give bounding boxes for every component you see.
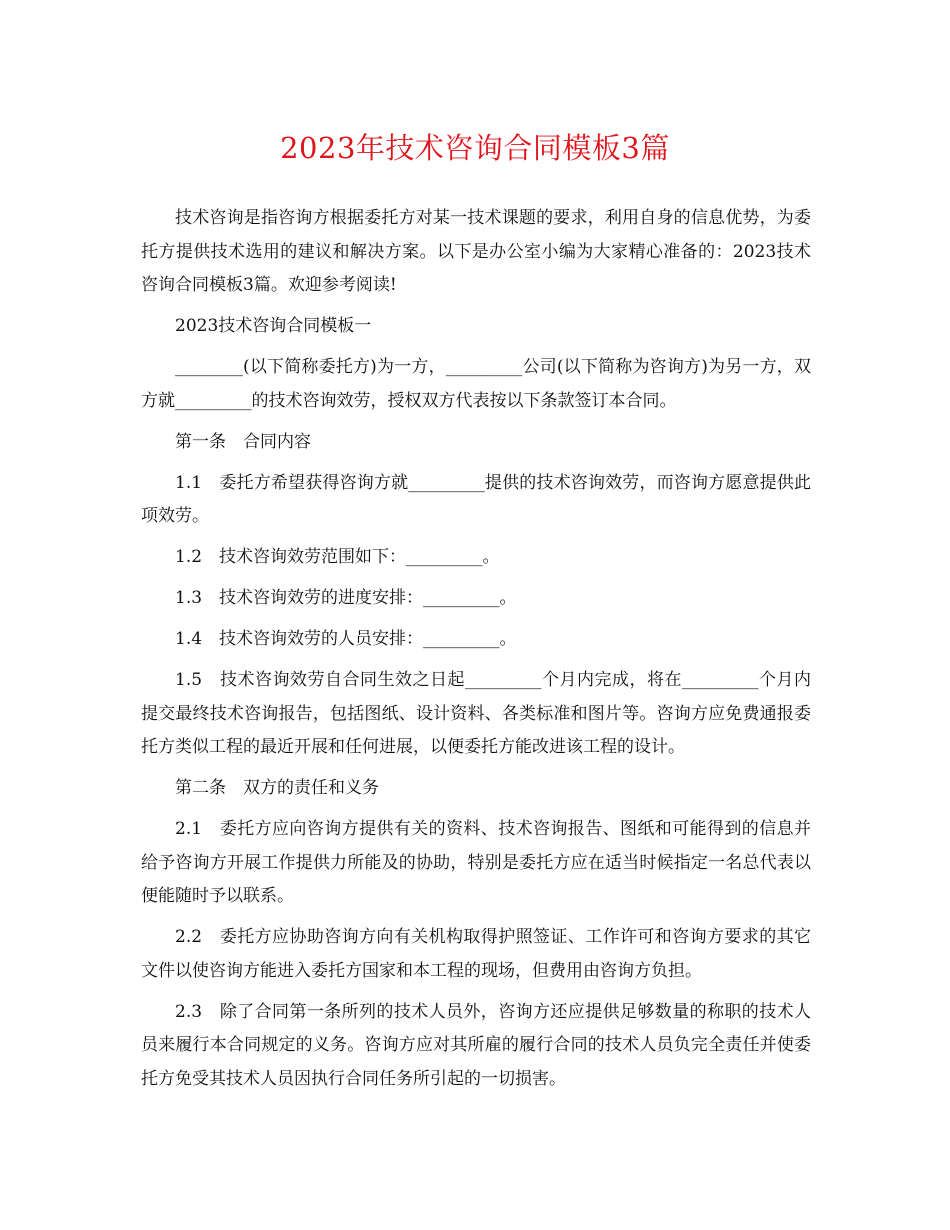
template-heading: 2023技术咨询合同模板一 [175, 316, 372, 336]
parties-paragraph: ________(以下简称委托方)为一方，_________公司(以下简称为咨询方)为另一方，双方就_________的技术咨询效劳，授权双方代表按以下条款签订本合同。 [141, 357, 811, 411]
document-title: 2023年技术咨询合同模板3篇 [280, 131, 670, 165]
document-body [141, 202, 811, 1104]
clause-2-2: 2.2 委托方应协助咨询方向有关机构取得护照签证、工作许可和咨询方要求的其它文件以使咨询方能进入委托方国家和本工程的现场，但费用由咨询方负担。 [141, 927, 811, 981]
article-2-heading: 第二条 双方的责任和义务 [175, 778, 379, 798]
intro-paragraph: 技术咨询是指咨询方根据委托方对某一技术课题的要求，利用自身的信息优势，为委托方提供技术选用的建议和解决方案。以下是办公室小编为大家精心准备的：2023技术咨询合同模板3篇。欢迎参考阅读! [141, 208, 811, 295]
clause-2-3: 2.3 除了合同第一条所列的技术人员外，咨询方还应提供足够数量的称职的技术人员来履行本合同规定的义务。咨询方应对其所雇的履行合同的技术人员负完全责任并使委托方免受其技术人员因执行合同任务所引起的一切损害。 [141, 1001, 811, 1089]
clause-1-4: 1.4 技术咨询效劳的人员安排：_________。 [175, 629, 517, 649]
clause-1-3: 1.3 技术咨询效劳的进度安排：_________。 [175, 588, 517, 608]
clause-1-2: 1.2 技术咨询效劳范围如下：_________。 [175, 547, 500, 567]
clause-2-1: 2.1 委托方应向咨询方提供有关的资料、技术咨询报告、图纸和可能得到的信息并给予咨询方开展工作提供力所能及的协助，特别是委托方应在适当时候指定一名总代表以便能随时予以联系。 [141, 819, 811, 906]
article-1-heading: 第一条 合同内容 [175, 431, 311, 452]
clause-1-1: 1.1 委托方希望获得咨询方就_________提供的技术咨询效劳，而咨询方愿意提供此项效劳。 [141, 472, 811, 526]
clause-1-5: 1.5 技术咨询效劳自合同生效之日起_________个月内完成，将在_________个月内提交最终技术咨询报告，包括图纸、设计资料、各类标准和图片等。咨询方应免费通报委托方类似工程的最近开展和任何进展，以便委托方能改进该工程的设计。 [141, 670, 811, 757]
